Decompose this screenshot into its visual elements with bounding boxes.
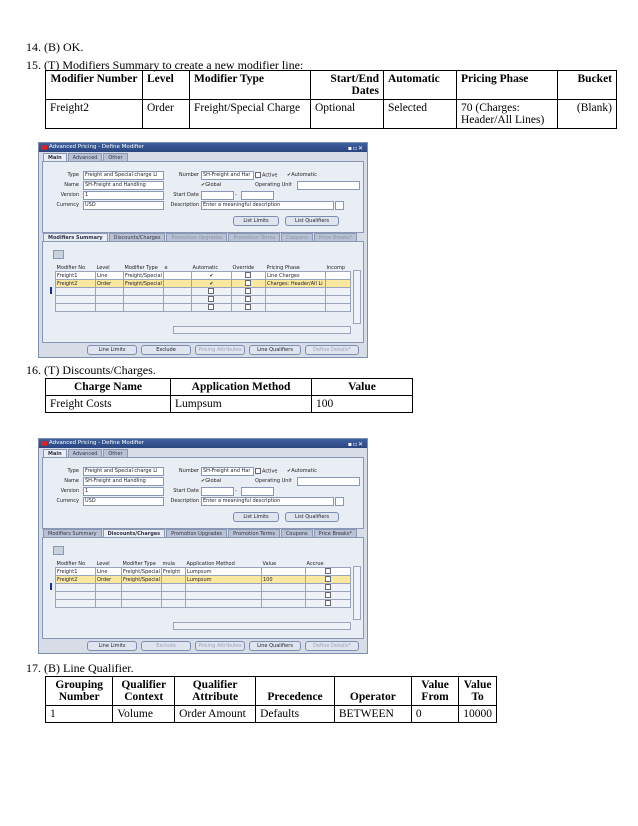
exclude-button[interactable]: Exclude [141,641,191,651]
tab-coupons[interactable]: Coupons [281,233,313,242]
active-checkbox[interactable]: Active [255,172,285,179]
type-label: Type [67,468,79,474]
active-checkbox[interactable]: Active [255,468,285,475]
column-header: Modifier No [56,560,86,567]
discounts-charges-table [45,378,413,413]
table-row[interactable] [56,600,351,608]
number-field[interactable]: SH-Freight and Har [201,467,254,476]
column-header: mula [162,560,175,567]
table-row [46,396,413,413]
tab-other[interactable]: Other [103,449,127,458]
currency-label: Currency [56,498,79,504]
currency-field[interactable]: USD [83,201,164,210]
tab-promotion-upgrades[interactable]: Promotion Upgrades [166,233,227,242]
table-cell: Freight Costs [46,396,171,413]
new-record-icon[interactable] [53,546,64,555]
charges-lines-grid [55,560,351,608]
vertical-scrollbar[interactable] [353,566,361,620]
define-details-button[interactable]: Define Details* [305,345,359,355]
table-row[interactable] [56,296,351,304]
table-header: Start/End Dates [311,71,384,100]
table-cell: Freight2 [46,100,143,129]
global-checkbox[interactable]: ✔Global [201,182,222,188]
description-field[interactable]: Enter a meaningful description [201,201,334,210]
tab-other[interactable]: Other [103,153,127,162]
column-header: Incomp [326,264,345,271]
table-header: Value From [411,677,458,706]
table-header: Application Method [171,379,312,396]
currency-field[interactable]: USD [83,497,164,506]
table-header: Value [312,379,413,396]
flexfield-button[interactable] [335,497,344,506]
name-label: Name [64,182,79,188]
number-label: Number [178,172,199,178]
exclude-button[interactable]: Exclude [141,345,191,355]
step-15: 15. (T) Modifiers Summary to create a new modifier line: [26,58,304,72]
column-header: Value [262,560,277,567]
define-modifier-window-charges [38,438,368,654]
version-label: Version [60,488,79,494]
define-modifier-window-summary [38,142,368,358]
table-cell: BETWEEN [334,706,411,723]
vertical-scrollbar[interactable] [353,270,361,324]
new-record-icon[interactable] [53,250,64,259]
column-header: e [164,264,168,271]
line-limits-button[interactable]: Line Limits [87,641,137,651]
table-header: Automatic [384,71,457,100]
line-qualifier-table [45,676,497,723]
operating-unit-field[interactable] [297,477,360,486]
line-qualifiers-button[interactable]: Line Qualifiers [249,345,301,355]
table-header: Pricing Phase [457,71,558,100]
tab-price-breaks[interactable]: Price Breaks* [314,233,357,242]
table-row[interactable] [56,584,351,592]
table-cell: Selected [384,100,457,129]
table-header: Charge Name [46,379,171,396]
window-title: Advanced Pricing - Define Modifier [49,144,144,150]
table-header-row [46,71,617,100]
header-panel [42,457,364,529]
tab-discounts-charges[interactable]: Discounts/Charges [109,233,166,242]
table-cell: (Blank) [558,100,617,129]
table-cell: 100 [312,396,413,413]
version-label: Version [60,192,79,198]
version-field[interactable]: 1 [83,191,164,200]
number-field[interactable]: SH-Freight and Har [201,171,254,180]
tab-modifiers-summary[interactable]: Modifiers Summary [43,529,102,538]
end-date-field[interactable] [241,487,274,496]
name-field[interactable]: SH-Freight and Handling [83,181,164,190]
column-header: Modifier Type [122,560,156,567]
flexfield-button[interactable] [335,201,344,210]
table-cell: Volume [113,706,175,723]
table-cell: 70 (Charges: Header/All Lines) [457,100,558,129]
table-cell: Optional [311,100,384,129]
table-cell: Lumpsum [171,396,312,413]
step-14: 14. (B) OK. [26,40,84,54]
step-17: 17. (B) Line Qualifier. [26,661,134,675]
table-header: Modifier Type [190,71,311,100]
table-row [46,100,617,129]
date-separator: - [235,192,237,198]
type-label: Type [67,172,79,178]
start-date-field[interactable] [201,487,234,496]
tab-advanced[interactable]: Advanced [68,449,103,458]
window-controls-icon[interactable]: ▪▫✕ [347,441,364,448]
table-row[interactable]: Freight1 Line Freight/Special ✔ Line Charges [56,272,351,280]
table-header: Bucket [558,71,617,100]
table-row[interactable] [56,304,351,312]
column-header: Modifier Type [124,264,158,271]
table-header: Level [143,71,190,100]
pricing-attributes-button[interactable]: Pricing Attributes [195,345,245,355]
column-header: Accrue [306,560,324,567]
table-cell: Order [143,100,190,129]
line-qualifiers-button[interactable]: Line Qualifiers [249,641,301,651]
table-row [46,706,497,723]
step-16: 16. (T) Discounts/Charges. [26,363,156,377]
operating-unit-label: Operating Unit [255,478,292,484]
start-date-label: Start Date [173,192,199,198]
column-header: Level [96,264,110,271]
table-header: Qualifier Context [113,677,175,706]
table-row[interactable]: Freight1 Line Freight/Special Freight Lumpsum [56,568,351,576]
table-cell: Defaults [256,706,335,723]
table-header: Grouping Number [46,677,113,706]
table-cell: 0 [411,706,458,723]
tab-main[interactable]: Main [43,153,67,162]
oracle-logo-icon [41,441,47,446]
window-titlebar [39,143,367,152]
lines-panel [42,241,364,343]
description-label: Description [170,498,199,504]
date-separator: - [235,488,237,494]
table-row[interactable] [56,592,351,600]
start-date-field[interactable] [201,191,234,200]
window-title: Advanced Pricing - Define Modifier [49,440,144,446]
horizontal-scrollbar[interactable] [173,622,351,630]
line-limits-button[interactable]: Line Limits [87,345,137,355]
tab-promotion-upgrades[interactable]: Promotion Upgrades [166,529,227,538]
tab-advanced[interactable]: Advanced [68,153,103,162]
description-label: Description [170,202,199,208]
window-titlebar [39,439,367,448]
tab-main[interactable]: Main [43,449,67,458]
column-header: Modifier No [56,264,86,271]
column-header: Automatic [192,264,219,271]
type-field[interactable]: Freight and Special charge Li [83,171,164,180]
table-row-selected[interactable]: Freight2 Order Freight/Special Lumpsum 100 [56,576,351,584]
modifier-line-table [45,70,617,129]
table-header: Modifier Number [46,71,143,100]
table-cell: 10000 [459,706,497,723]
operating-unit-label: Operating Unit [255,182,292,188]
tab-discounts-charges[interactable]: Discounts/Charges [103,529,166,538]
list-limits-button[interactable]: List Limits [233,216,279,226]
lines-panel [42,537,364,639]
list-qualifiers-button[interactable]: List Qualifiers [285,216,339,226]
window-controls-icon[interactable]: ▪▫✕ [347,145,364,152]
automatic-checkbox[interactable]: ✔Automatic [287,172,317,178]
end-date-field[interactable] [241,191,274,200]
current-record-indicator [50,583,52,590]
table-cell: Freight/Special Charge [190,100,311,129]
table-cell: Order Amount [175,706,256,723]
define-details-button[interactable]: Define Details* [305,641,359,651]
column-header: Override [232,264,255,271]
column-header: Level [96,560,110,567]
table-cell: 1 [46,706,113,723]
tab-promotion-terms[interactable]: Promotion Terms [228,233,280,242]
oracle-logo-icon [41,145,47,150]
table-header: Operator [334,677,411,706]
table-header: Qualifier Attribute [175,677,256,706]
operating-unit-field[interactable] [297,181,360,190]
description-field[interactable]: Enter a meaningful description [201,497,334,506]
global-checkbox[interactable]: ✔Global [201,478,222,484]
list-qualifiers-button[interactable]: List Qualifiers [285,512,339,522]
tab-modifiers-summary[interactable]: Modifiers Summary [43,233,108,242]
type-field[interactable]: Freight and Special charge Li [83,467,164,476]
name-field[interactable]: SH-Freight and Handling [83,477,164,486]
tab-promotion-terms[interactable]: Promotion Terms [228,529,280,538]
horizontal-scrollbar[interactable] [173,326,351,334]
automatic-checkbox[interactable]: ✔Automatic [287,468,317,474]
currency-label: Currency [56,202,79,208]
modifier-lines-grid [55,264,351,312]
start-date-label: Start Date [173,488,199,494]
tab-price-breaks[interactable]: Price Breaks* [314,529,357,538]
table-row[interactable] [56,288,351,296]
number-label: Number [178,468,199,474]
current-record-indicator [50,287,52,294]
pricing-attributes-button[interactable]: Pricing Attributes [195,641,245,651]
table-header: Value To [459,677,497,706]
tab-coupons[interactable]: Coupons [281,529,313,538]
table-row-selected[interactable]: Freight2 Order Freight/Special ✔ Charges: Header/All Li [56,280,351,288]
version-field[interactable]: 1 [83,487,164,496]
list-limits-button[interactable]: List Limits [233,512,279,522]
header-panel [42,161,364,233]
column-header: Application Method [186,560,235,567]
table-header: Precedence [256,677,335,706]
column-header: Pricing Phase [266,264,300,271]
name-label: Name [64,478,79,484]
